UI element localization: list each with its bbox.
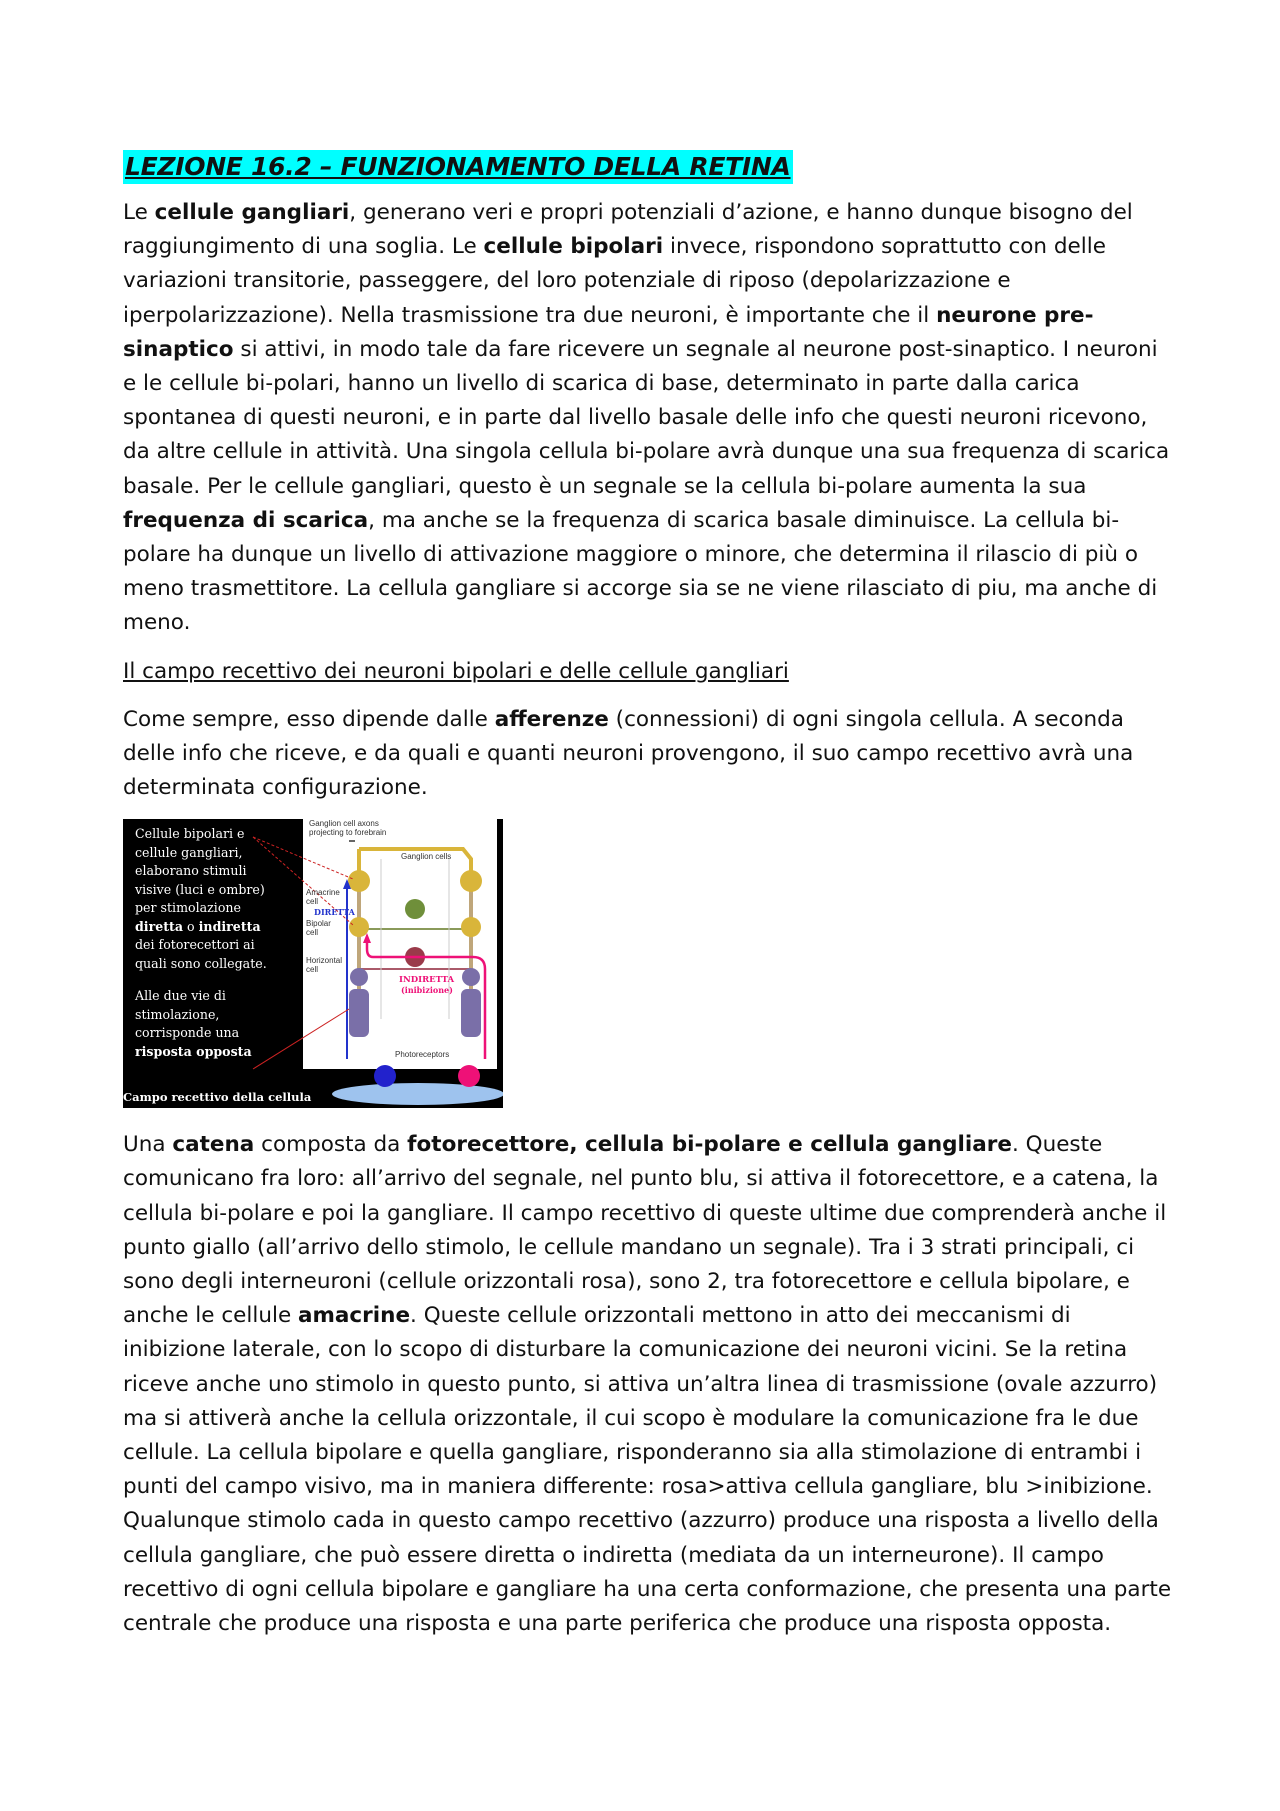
bold-term: amacrine	[298, 1303, 411, 1329]
text-run: Come sempre, esso dipende dalle	[123, 706, 495, 732]
text-run: Alle due vie di stimolazione, corrisponde una	[135, 988, 240, 1041]
label-horizontal-1: Horizontal	[306, 956, 343, 966]
label-axons-1: Ganglion cell axons	[309, 819, 379, 829]
figure-caption: Campo recettivo della cellula	[123, 1090, 312, 1105]
photoreceptor-left	[349, 989, 369, 1037]
label-amacrine-1: Amacrine	[306, 888, 340, 898]
pink-stimulus-spot	[458, 1065, 480, 1087]
bold-term: neurone pre-sinaptico	[123, 302, 1094, 362]
bold-term: afferenze	[494, 706, 609, 732]
text-run: Una	[123, 1132, 173, 1158]
label-photoreceptors: Photoreceptors	[395, 1050, 450, 1060]
bold-term: risposta opposta	[135, 1043, 252, 1059]
ganglion-cell-left	[348, 870, 370, 892]
document-page	[123, 150, 1173, 1655]
figure-text-block-2	[135, 987, 283, 1061]
label-amacrine-2: cell	[306, 897, 319, 907]
text-run: o	[183, 918, 199, 934]
ganglion-cell-right	[460, 870, 482, 892]
bipolar-cell-right	[461, 917, 481, 937]
text-run: , generano veri e propri potenziali d’azione, e hanno dunque bisogno del raggiungimento di una soglia. Le	[123, 200, 1133, 260]
figure-text-block-1	[135, 825, 283, 973]
text-run: Cellule bipolari e cellule gangliari, elaborano stimuli visive (luci e ombre) per stimolazione	[135, 826, 265, 916]
receptive-field-oval	[332, 1083, 503, 1105]
text-run: si attivi, in modo tale da fare ricevere un segnale al neurone post-sinaptico. I neuroni e le cellule bi-polari, hanno un livello di scarica di base, determinato in parte dalla carica spontanea di questi neuroni, e in parte dal livello basale delle info che questi neuroni ricevono, da altre cellule in attività. Una singola cellula bi-polare avrà dunque una sua frequenza di scarica basale. Per le cellule gangliari, questo è un segnale se la cellula bi-polare aumenta la sua	[123, 336, 1170, 499]
label-bipolar-1: Bipolar	[306, 919, 331, 929]
bipolar-cell-left	[349, 917, 369, 937]
blue-stimulus-spot	[374, 1065, 396, 1087]
text-run: dei fotorecettori ai quali sono collegate.	[135, 937, 267, 971]
bold-term: indiretta	[198, 918, 261, 934]
photoreceptor-right	[461, 989, 481, 1037]
label-indiretta-2: (inibizione)	[401, 985, 453, 996]
bold-term: cellule bipolari	[483, 234, 664, 260]
text-run: composta da	[254, 1132, 408, 1158]
bold-term: catena	[172, 1132, 255, 1158]
bold-term: fotorecettore, cellula bi-polare e cellula gangliare	[407, 1132, 1012, 1158]
bold-term: cellule gangliari	[154, 200, 350, 225]
text-run: , ma anche se la frequenza di scarica basale diminuisce. La cellula bi-polare ha dunque un livello di attivazione maggiore o minore, che determina il rilascio di più o meno trasmettitore. La cellula gangliare si accorge sia se ne viene rilasciato di piu, ma anche di meno.	[123, 507, 1158, 636]
amacrine-cell	[405, 899, 425, 919]
text-run: . Queste comunicano fra loro: all’arrivo del segnale, nel punto blu, si attiva il fotorecettore, e a catena, la cellula bi-polare e poi la gangliare. Il campo recettivo di queste ultime due comprenderà anche il punto giallo (all’arrivo dello stimolo, le cellule mandano un segnale). Tra i 3 strati principali, ci sono degli interneuroni (cellule orizzontali rosa), sono 2, tra fotorecettore e cellula bipolare, e anche le cellule	[123, 1132, 1167, 1329]
lesson-title: LEZIONE 16.2 – FUNZIONAMENTO DELLA RETINA	[123, 150, 793, 184]
bold-term: frequenza di scarica	[123, 507, 369, 533]
text-run: (connessioni) di ogni singola cellula. A seconda delle info che riceve, e da quali e quanti neuroni provengono, il suo campo recettivo avrà una determinata configurazione.	[123, 706, 1134, 801]
retina-figure	[123, 819, 503, 1108]
label-horizontal-2: cell	[306, 965, 319, 975]
text-run: Le	[123, 200, 155, 225]
figure-left-text	[135, 825, 283, 1061]
label-indiretta-1: INDIRETTA	[399, 975, 455, 986]
paragraph-catena	[123, 1128, 1173, 1641]
label-axons-2: projecting to forebrain	[309, 828, 387, 838]
paragraph-afferenze	[123, 703, 1173, 806]
text-run: invece, rispondono soprattutto con delle variazioni transitorie, passeggere, del loro potenziale di riposo (depolarizzazione e iperpolarizzazione). Nella trasmissione tra due neuroni, è importante che il	[123, 234, 1106, 328]
paragraph-intro	[123, 196, 1173, 641]
photoreceptor-terminal-right	[462, 968, 480, 986]
label-bipolar-2: cell	[306, 928, 319, 938]
label-ganglion: Ganglion cells	[401, 852, 452, 862]
text-run: . Queste cellule orizzontali mettono in atto dei meccanismi di inibizione laterale, con lo scopo di disturbare la comunicazione dei neuroni vicini. Se la retina riceve anche uno stimolo in questo punto, si attiva un’altra linea di trasmissione (ovale azzurro) ma si attiverà anche la cellula orizzontale, il cui scopo è modulare la comunicazione fra le due cellule. La cellula bipolare e quella gangliare, risponderanno sia alla stimolazione di entrambi i punti del campo visivo, ma in maniera differente: rosa>attiva cellula gangliare, blu >inibizione. Qualunque stimolo cada in questo campo recettivo (azzurro) produce una risposta a livello della cellula gangliare, che può essere diretta o indiretta (mediata da un interneurone). Il campo recettivo di ogni cellula bipolare e gangliare ha una certa conformazione, che presenta una parte centrale che produce una risposta e una parte periferica che produce una risposta opposta.	[123, 1303, 1172, 1637]
section-subtitle: Il campo recettivo dei neuroni bipolari e delle cellule gangliari	[123, 658, 789, 684]
label-diretta: DIRETTA	[314, 907, 355, 918]
bold-term: diretta	[135, 918, 184, 934]
photoreceptor-terminal-left	[350, 968, 368, 986]
